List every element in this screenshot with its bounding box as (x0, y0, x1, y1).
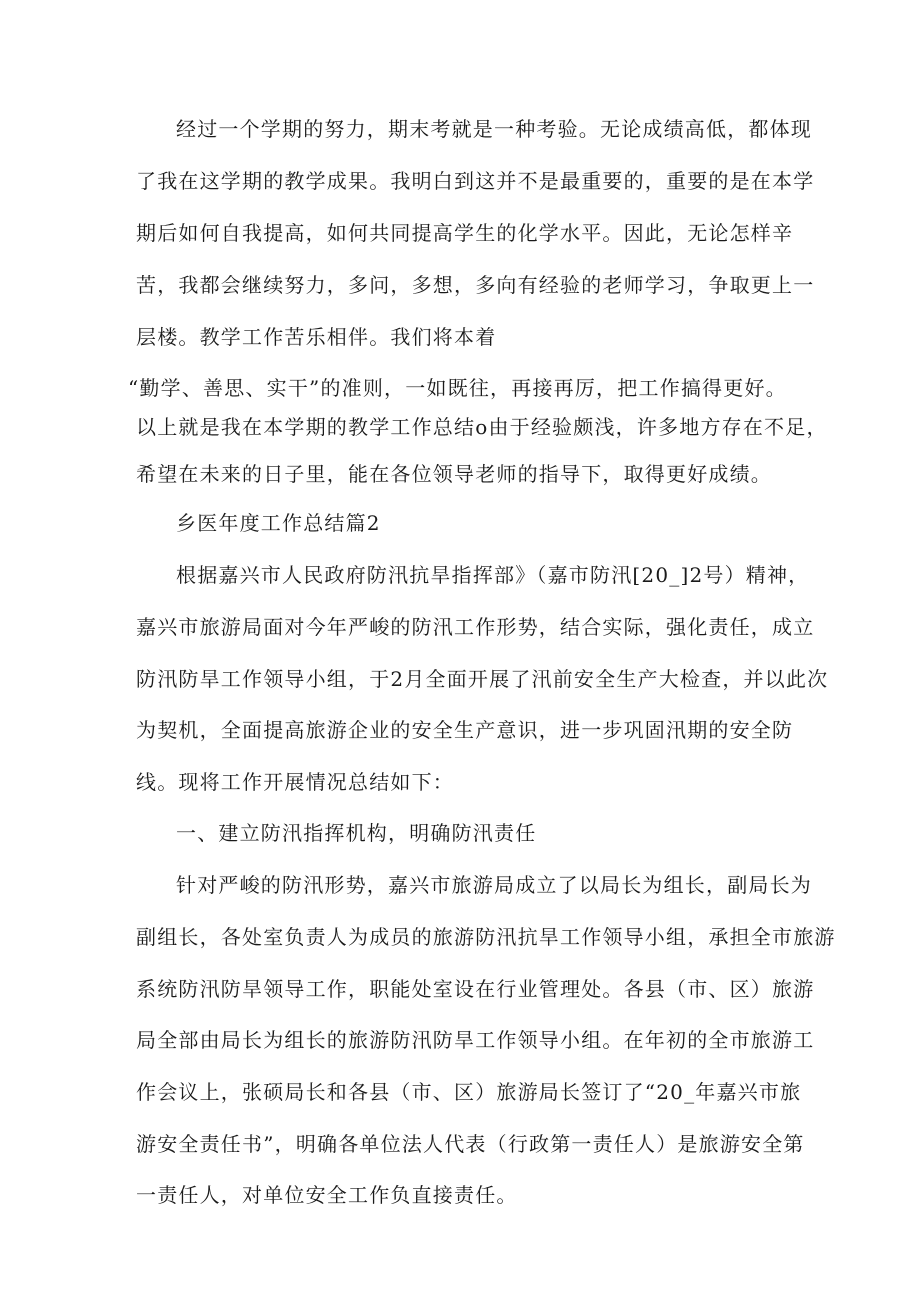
text-line: 游安全责任书”，明确各单位法人代表（行政第一责任人）是旅游安全第 (136, 1132, 805, 1156)
text-line: 系统防汛防旱领导工作，职能处室设在行业管理处。各县（市、区）旅游 (136, 977, 815, 1001)
section-heading: 乡医年度工作总结篇2 (176, 511, 381, 535)
text-line: 苦，我都会继续努力，多问，多想，多向有经验的老师学习，争取更上一 (136, 273, 815, 297)
text-line: 针对严峻的防汛形势，嘉兴市旅游局成立了以局长为组长，副局长为 (176, 873, 812, 897)
text-line: 根据嘉兴市人民政府防汛抗旱指挥部》（嘉市防汛[20_]2号）精神， (176, 563, 810, 587)
text-line: 希望在未来的日子里，能在各位领导老师的指导下，取得更好成绩。 (136, 462, 772, 486)
text-line: 以上就是我在本学期的教学工作总结o由于经验颇浅，许多地方存在不足， (136, 415, 828, 439)
text-line: 经过一个学期的努力，期末考就是一种考验。无论成绩高低，都体现 (176, 117, 812, 141)
text-line: 了我在这学期的教学成果。我明白到这并不是最重要的，重要的是在本学 (136, 169, 815, 193)
subsection-heading: 一、建立防汛指挥机构，明确防汛责任 (176, 821, 537, 845)
text-line: 为契机，全面提高旅游企业的安全生产意识，进一步巩固汛期的安全防 (136, 718, 794, 742)
text-line: 线。现将工作开展情况总结如下： (136, 770, 454, 794)
text-line: 嘉兴市旅游局面对今年严峻的防汛工作形势，结合实际，强化责任，成立 (136, 615, 815, 639)
text-line: 期后如何自我提高，如何共同提高学生的化学水平。因此，无论怎样辛 (136, 221, 794, 245)
text-line: “勤学、善思、实干”的准则，一如既往，再接再厉，把工作搞得更好。 (128, 376, 787, 400)
text-line: 局全部由局长为组长的旅游防汛防旱工作领导小组。在年初的全市旅游工 (136, 1028, 815, 1052)
text-line: 副组长，各处室负责人为成员的旅游防汛抗旱工作领导小组，承担全市旅游 (136, 925, 836, 949)
text-line: 作会议上，张硕局长和各县（市、区）旅游局长签订了“20_年嘉兴市旅 (136, 1080, 802, 1104)
text-line: 层楼。教学工作苦乐相伴。我们将本着 (136, 325, 497, 349)
text-line: 一责任人，对单位安全工作负直接责任。 (136, 1183, 518, 1207)
text-line: 防汛防旱工作领导小组，于2月全面开展了汛前安全生产大检查，并以此次 (136, 667, 829, 691)
